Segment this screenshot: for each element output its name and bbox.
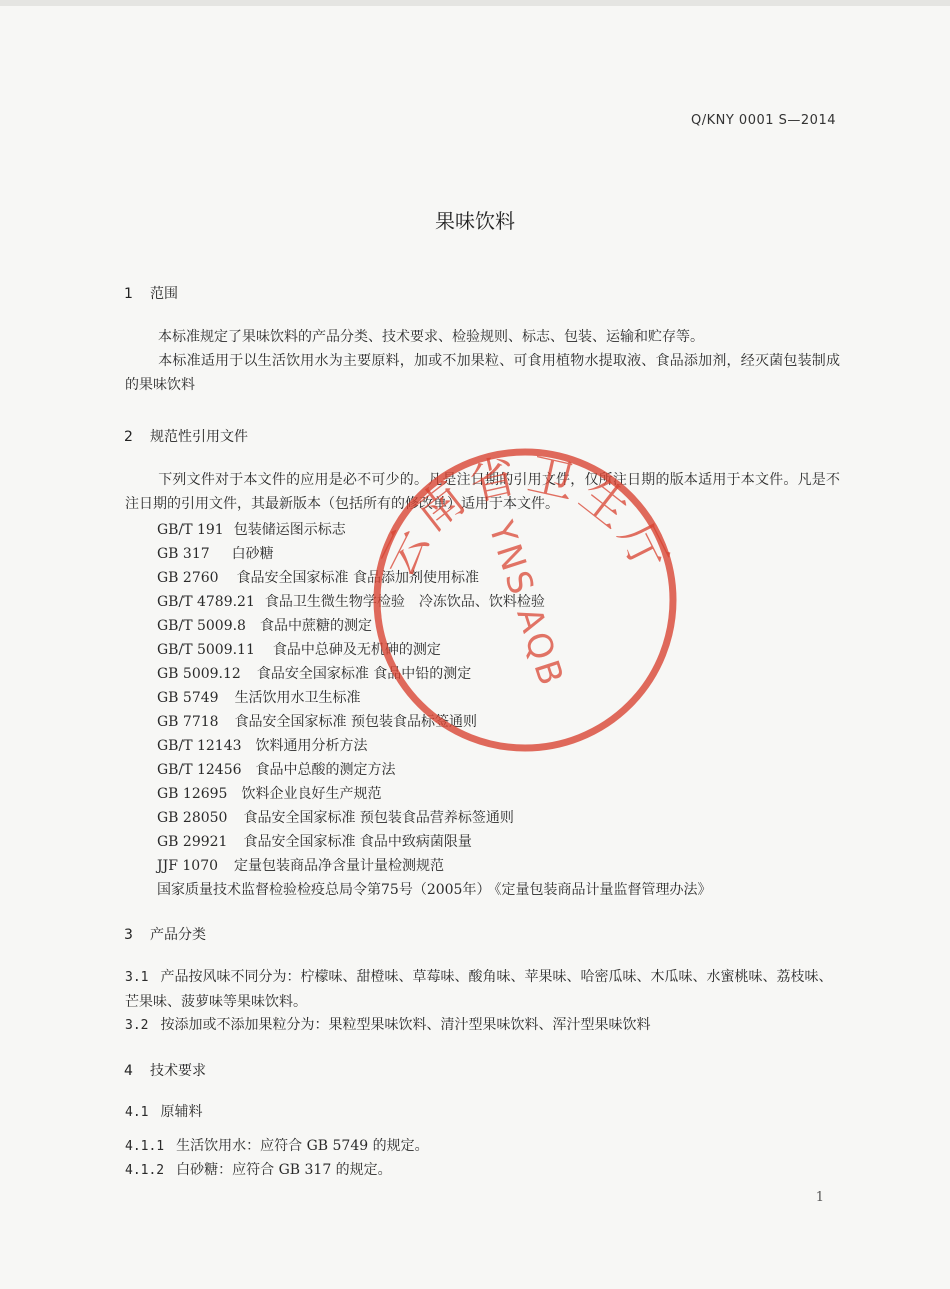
clause-number: 4.1 — [125, 1105, 149, 1120]
reference-item — [157, 855, 444, 875]
section-title: 技术要求 — [150, 1063, 206, 1079]
reference-title: 食品中总砷及无机砷的测定 — [272, 642, 441, 658]
reference-code: GB 28050 — [157, 810, 228, 826]
reference-code: GB 7718 — [157, 714, 219, 730]
scope-paragraph-1 — [125, 325, 840, 349]
section-number: 1 — [124, 286, 133, 302]
section-3-heading — [124, 924, 206, 944]
reference-title: 食品安全国家标准 预包装食品营养标签通则 — [243, 810, 514, 826]
reference-code: GB 317 — [157, 546, 210, 562]
document-title: 果味饮料 — [435, 209, 515, 233]
reference-title: 食品安全国家标准 预包装食品标签通则 — [234, 714, 478, 730]
clause-4-1-1 — [125, 1134, 840, 1159]
reference-code: GB/T 5009.11 — [157, 642, 255, 658]
reference-title: 食品中蔗糖的测定 — [259, 618, 372, 634]
clause-number: 4.1.2 — [125, 1163, 165, 1178]
section-4-heading — [124, 1060, 206, 1080]
reference-code: GB/T 12143 — [157, 738, 242, 754]
scan-edge — [0, 0, 950, 6]
reference-title: 《定量包装商品计量监督管理办法》 — [494, 882, 712, 898]
reference-title: 食品安全国家标准 食品中铅的测定 — [256, 666, 472, 682]
reference-code: GB/T 12456 — [157, 762, 242, 778]
reference-title: 食品卫生微生物学检验 冷冻饮品、饮料检验 — [264, 594, 545, 610]
reference-code: GB 29921 — [157, 834, 228, 850]
section-title: 范围 — [150, 286, 178, 302]
references-intro — [125, 468, 840, 516]
page-number: 1 — [815, 1190, 824, 1205]
reference-title: 包装储运图示标志 — [233, 522, 346, 538]
clause-4-1-heading — [125, 1100, 840, 1125]
scope-text-1: 本标准规定了果味饮料的产品分类、技术要求、检验规则、标志、包装、运输和贮存等。 — [158, 329, 704, 345]
reference-code: GB 2760 — [157, 570, 219, 586]
section-number: 4 — [124, 1063, 133, 1079]
reference-title: 白砂糖 — [231, 546, 274, 562]
reference-code: 国家质量技术监督检验检疫总局令第75号（2005年） — [157, 882, 491, 898]
reference-title: 食品中总酸的测定方法 — [255, 762, 396, 778]
reference-item — [157, 831, 472, 851]
clause-text: 生活饮用水：应符合 GB 5749 的规定。 — [176, 1138, 429, 1154]
seal-arc-text: 云南省卫生厅 — [370, 447, 680, 585]
clause-text: 产品按风味不同分为：柠檬味、甜橙味、草莓味、酸角味、苹果味、哈密瓜味、木瓜味、水蜜桃味、荔枝味、芒果味、菠萝味等果味饮料。 — [125, 969, 833, 1010]
section-title: 产品分类 — [150, 927, 206, 943]
clause-number: 3.1 — [125, 970, 149, 985]
scope-paragraph-2 — [125, 349, 840, 397]
seal-inner-text: YNS AQB — [480, 516, 572, 693]
section-number: 2 — [124, 429, 133, 445]
standard-code: Q/KNY 0001 S—2014 — [691, 113, 836, 128]
reference-code: GB 12695 — [157, 786, 228, 802]
reference-code: GB/T 191 — [157, 522, 224, 538]
clause-number: 3.2 — [125, 1018, 149, 1033]
reference-title: 食品安全国家标准 食品中致病菌限量 — [243, 834, 472, 850]
clause-3-1 — [125, 965, 840, 1014]
reference-title: 饮料通用分析方法 — [255, 738, 368, 754]
reference-item — [157, 807, 514, 827]
reference-title: 定量包装商品净含量计量检测规范 — [234, 858, 445, 874]
section-number: 3 — [124, 927, 133, 943]
clause-title: 原辅料 — [160, 1104, 203, 1120]
reference-item — [157, 735, 368, 755]
references-intro-text: 下列文件对于本文件的应用是必不可少的。凡是注日期的引用文件，仅所注日期的版本适用于本文件。凡是不注日期的引用文件，其最新版本（包括所有的修改单）适用于本文件。 — [125, 472, 840, 512]
reference-item — [157, 879, 711, 899]
reference-item — [157, 759, 396, 779]
reference-title: 饮料企业良好生产规范 — [241, 786, 382, 802]
clause-number: 4.1.1 — [125, 1139, 165, 1154]
reference-title: 食品安全国家标准 食品添加剂使用标准 — [236, 570, 480, 586]
scope-text-2: 本标准适用于以生活饮用水为主要原料，加或不加果粒、可食用植物水提取液、食品添加剂，经灭菌包装制成的果味饮料 — [125, 353, 840, 393]
clause-text: 白砂糖：应符合 GB 317 的规定。 — [176, 1162, 392, 1178]
reference-title: 生活饮用水卫生标准 — [234, 690, 361, 706]
section-2-heading — [124, 426, 248, 446]
reference-item — [157, 543, 274, 563]
clause-4-1-2 — [125, 1158, 840, 1183]
reference-item — [157, 591, 545, 611]
reference-item — [157, 663, 471, 683]
reference-item — [157, 783, 381, 803]
reference-code: GB/T 5009.8 — [157, 618, 246, 634]
reference-code: GB 5749 — [157, 690, 219, 706]
reference-item — [157, 567, 479, 587]
reference-code: GB/T 4789.21 — [157, 594, 255, 610]
section-1-heading — [124, 283, 178, 303]
reference-item — [157, 639, 441, 659]
section-title: 规范性引用文件 — [150, 429, 248, 445]
reference-item — [157, 687, 361, 707]
reference-code: JJF 1070 — [157, 858, 219, 874]
reference-code: GB 5009.12 — [157, 666, 241, 682]
reference-item — [157, 615, 372, 635]
reference-item — [157, 519, 346, 539]
clause-3-2 — [125, 1013, 840, 1038]
reference-item — [157, 711, 477, 731]
clause-text: 按添加或不添加果粒分为：果粒型果味饮料、清汁型果味饮料、浑汁型果味饮料 — [160, 1017, 651, 1033]
